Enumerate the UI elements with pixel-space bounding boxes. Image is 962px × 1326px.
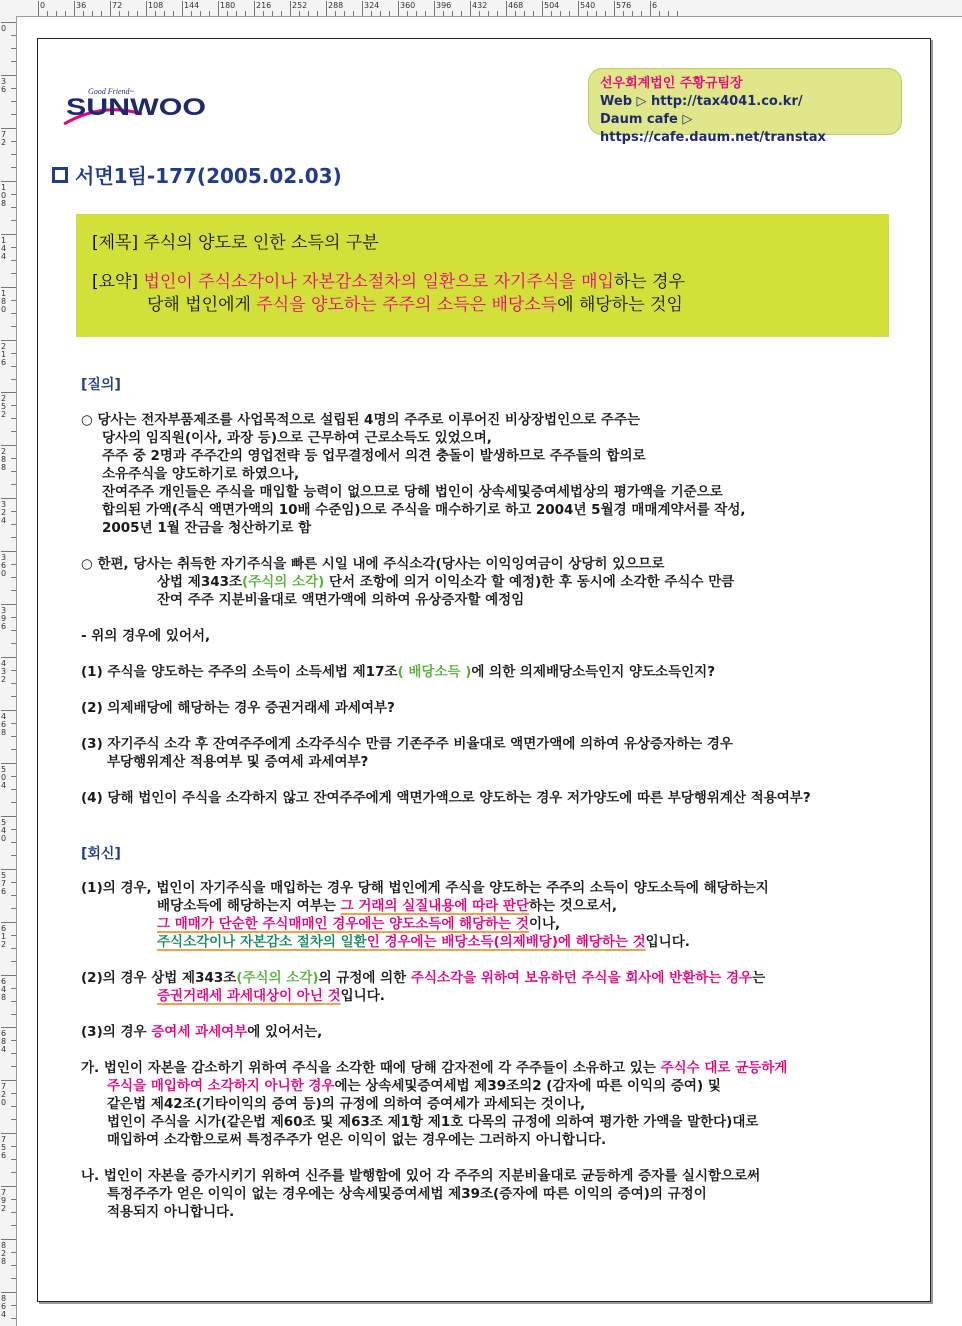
ruler-minor-tick (605, 11, 606, 16)
ruler-minor-tick (11, 405, 16, 406)
ruler-major-tick (326, 1, 327, 16)
ruler-minor-tick (11, 48, 16, 49)
ruler-label: 288 (1, 447, 7, 473)
question-item-2: (2) 의제배당에 해당하는 경우 증권거래세 과세여부? (81, 700, 395, 716)
ruler-major-tick (1, 1080, 16, 1081)
ruler-minor-tick (11, 1146, 16, 1147)
ruler-minor-tick (11, 1278, 16, 1279)
ruler-minor-tick (11, 366, 16, 367)
ruler-major-tick (182, 1, 183, 16)
ruler-label: 36 (76, 1, 87, 10)
ruler-minor-tick (677, 11, 678, 16)
ruler-minor-tick (281, 11, 282, 16)
ruler-minor-tick (11, 1305, 16, 1306)
summary-line-1: [요약] 법인이 주식소각이나 자본감소절차의 일환으로 자기주식을 매입하는 경우 (92, 272, 686, 292)
ruler-minor-tick (11, 537, 16, 538)
ruler-major-tick (254, 1, 255, 16)
ruler-minor-tick (596, 11, 597, 16)
ruler-label: 108 (148, 1, 164, 10)
ruler-minor-tick (371, 11, 372, 16)
ruler-label: 0 (1, 24, 7, 33)
ruler-label: 684 (1, 1029, 7, 1055)
ruler-minor-tick (632, 11, 633, 16)
ruler-major-tick (1, 975, 16, 976)
ruler-label: 432 (472, 1, 488, 10)
ruler-minor-tick (11, 882, 16, 883)
ruler-minor-tick (11, 776, 16, 777)
ruler-minor-tick (11, 736, 16, 737)
ruler-label: 72 (1, 129, 7, 147)
question-item-3: (3) 자기주식 소각 후 잔여주주에게 소각주식수 만큼 기존주주 비율대로 액면가액에 의하여 유상증자하는 경우 부당행위계산 적용여부 및 증여세 과세여부? (81, 736, 733, 770)
ruler-minor-tick (416, 11, 417, 16)
ruler-label: 0 (40, 1, 46, 10)
ruler-minor-tick (11, 961, 16, 962)
ruler-minor-tick (497, 11, 498, 16)
contact-org: 선우회계법인 주황규팀장 (600, 76, 743, 91)
ruler-label: 180 (1, 288, 7, 314)
answer-item-2: (2)의 경우 상법 제343조(주식의 소각)의 규정에 의한 주식소각을 위하여 보유하던 주식을 회사에 반환하는 경우는 증권거래세 과세대상이 아닌 것입니다. (81, 970, 766, 1004)
logo-tagline: Good Friend~ (88, 87, 134, 96)
ruler-major-tick (1, 498, 16, 499)
ruler-minor-tick (11, 1106, 16, 1107)
ruler-minor-tick (515, 11, 516, 16)
ruler-major-tick (1, 1133, 16, 1134)
ruler-minor-tick (11, 326, 16, 327)
ruler-major-tick (1, 869, 16, 870)
ruler-minor-tick (173, 11, 174, 16)
ruler-label: 252 (292, 1, 308, 10)
ruler-major-tick (1, 604, 16, 605)
summary-box (76, 214, 889, 337)
ruler-minor-tick (11, 1212, 16, 1213)
ruler-minor-tick (11, 908, 16, 909)
ruler-minor-tick (11, 696, 16, 697)
ruler-major-tick (470, 1, 471, 16)
ruler-major-tick (1, 1239, 16, 1240)
summary-line-2: 당해 법인에게 주식을 양도하는 주주의 소득은 배당소득에 해당하는 것임 (147, 295, 683, 315)
ruler-major-tick (146, 1, 147, 16)
question-heading: [질의] (81, 377, 121, 393)
ruler-minor-tick (659, 11, 660, 16)
ruler-label: 360 (400, 1, 416, 10)
ruler-minor-tick (11, 1199, 16, 1200)
ruler-minor-tick (56, 11, 57, 16)
ruler-minor-tick (11, 1172, 16, 1173)
ruler-minor-tick (344, 11, 345, 16)
ruler-minor-tick (380, 11, 381, 16)
ruler-minor-tick (11, 1066, 16, 1067)
ruler-minor-tick (245, 11, 246, 16)
ruler-minor-tick (11, 154, 16, 155)
ruler-label: 72 (112, 1, 123, 10)
ruler-minor-tick (11, 590, 16, 591)
question-lead: - 위의 경우에 있어서, (81, 628, 211, 644)
ruler-label: 576 (616, 1, 632, 10)
ruler-minor-tick (11, 484, 16, 485)
ruler-major-tick (1, 22, 16, 23)
ruler-minor-tick (11, 643, 16, 644)
answer-item-3: (3)의 경우 증여세 과세여부에 있어서는, (81, 1024, 323, 1040)
ruler-minor-tick (11, 114, 16, 115)
ruler-minor-tick (11, 577, 16, 578)
ruler-minor-tick (155, 11, 156, 16)
ruler-minor-tick (11, 617, 16, 618)
ruler-major-tick (1, 816, 16, 817)
ruler-major-tick (218, 1, 219, 16)
ruler-minor-tick (11, 220, 16, 221)
answer-item-1: (1)의 경우, 법인이 자기주식을 매입하는 경우 당해 법인에게 주식을 양도하는 주주의 소득이 양도소득에 해당하는지 배당소득에 해당하는지 여부는 그 거래의 실질내용에 따라 판단하는 것으로서, 그 매매가 단순한 주식매매인 경우에는 양도소득에 해당하는 것이나, 주식소각이나 자본감소 절차의 일환인 경우에는 배당소득(의제배당)에 해당하는 것입니다. (81, 880, 769, 950)
ruler-minor-tick (11, 511, 16, 512)
ruler-minor-tick (11, 749, 16, 750)
ruler-label: 396 (436, 1, 452, 10)
ruler-label: 648 (1, 976, 7, 1002)
ruler-major-tick (1, 922, 16, 923)
question-paragraph-2: ○ 한편, 당사는 취득한 자기주식을 빠른 시일 내에 주식소각(당사는 이익잉여금이 상당히 있으므로 상법 제343조(주식의 소각) 단서 조항에 의거 이익소각 할 예정)한 후 동시에 소각한 주식수 만큼 잔여 주주 지분비율대로 액면가액에 의하여 유상증자할 예정임 (81, 556, 735, 608)
document-title (52, 160, 342, 189)
ruler-minor-tick (11, 379, 16, 380)
ruler-minor-tick (11, 723, 16, 724)
ruler-minor-tick (11, 842, 16, 843)
ruler-minor-tick (11, 458, 16, 459)
ruler-minor-tick (299, 11, 300, 16)
ruler-major-tick (1, 287, 16, 288)
ruler-minor-tick (11, 630, 16, 631)
ruler-minor-tick (11, 683, 16, 684)
square-bullet-icon (52, 167, 68, 183)
ruler-minor-tick (668, 11, 669, 16)
ruler-minor-tick (191, 11, 192, 16)
ruler-minor-tick (11, 948, 16, 949)
ruler-major-tick (398, 1, 399, 16)
contact-cafe-link[interactable]: Daum cafe ▷ https://cafe.daum.net/transtax (600, 112, 826, 145)
ruler-major-tick (74, 1, 75, 16)
horizontal-ruler (0, 0, 962, 17)
ruler-label: 324 (364, 1, 380, 10)
ruler-minor-tick (11, 1053, 16, 1054)
ruler-major-tick (38, 1, 39, 16)
ruler-minor-tick (11, 1159, 16, 1160)
ruler-major-tick (362, 1, 363, 16)
ruler-label: 540 (580, 1, 596, 10)
ruler-major-tick (1, 340, 16, 341)
ruler-minor-tick (200, 11, 201, 16)
ruler-minor-tick (11, 273, 16, 274)
ruler-minor-tick (11, 1040, 16, 1041)
ruler-label: 828 (1, 1241, 7, 1267)
ruler-minor-tick (317, 11, 318, 16)
ruler-minor-tick (569, 11, 570, 16)
ruler-major-tick (1, 710, 16, 711)
ruler-label: 576 (1, 870, 7, 896)
ruler-minor-tick (11, 418, 16, 419)
ruler-minor-tick (461, 11, 462, 16)
ruler-minor-tick (524, 11, 525, 16)
ruler-major-tick (1, 234, 16, 235)
ruler-label: 468 (1, 711, 7, 737)
ruler-major-tick (1, 551, 16, 552)
document-title-text: 서면1팀-177(2005.02.03) (75, 164, 342, 188)
ruler-minor-tick (11, 1252, 16, 1253)
ruler-minor-tick (623, 11, 624, 16)
ruler-label: 504 (1, 764, 7, 790)
ruler-minor-tick (11, 935, 16, 936)
ruler-minor-tick (119, 11, 120, 16)
ruler-major-tick (650, 1, 651, 16)
ruler-minor-tick (11, 101, 16, 102)
ruler-label: 432 (1, 659, 7, 685)
ruler-minor-tick (65, 11, 66, 16)
ruler-label: 216 (1, 341, 7, 367)
ruler-minor-tick (11, 88, 16, 89)
ruler-label: 216 (256, 1, 272, 10)
ruler-minor-tick (236, 11, 237, 16)
ruler-minor-tick (11, 1225, 16, 1226)
ruler-label: 540 (1, 817, 7, 843)
ruler-minor-tick (389, 11, 390, 16)
ruler-minor-tick (11, 1014, 16, 1015)
ruler-minor-tick (11, 1318, 16, 1319)
ruler-major-tick (110, 1, 111, 16)
ruler-minor-tick (11, 194, 16, 195)
ruler-major-tick (1, 445, 16, 446)
ruler-label: 792 (1, 1188, 7, 1214)
ruler-minor-tick (11, 247, 16, 248)
ruler-minor-tick (11, 670, 16, 671)
ruler-label: 864 (1, 1294, 7, 1320)
ruler-minor-tick (11, 141, 16, 142)
ruler-major-tick (614, 1, 615, 16)
ruler-major-tick (1, 75, 16, 76)
ruler-label: 180 (220, 1, 236, 10)
ruler-minor-tick (452, 11, 453, 16)
ruler-major-tick (1, 1292, 16, 1293)
ruler-label: 252 (1, 394, 7, 420)
ruler-minor-tick (11, 789, 16, 790)
ruler-minor-tick (11, 167, 16, 168)
ruler-label: 360 (1, 553, 7, 579)
ruler-minor-tick (335, 11, 336, 16)
ruler-minor-tick (11, 61, 16, 62)
ruler-minor-tick (209, 11, 210, 16)
ruler-label: 468 (508, 1, 524, 10)
ruler-minor-tick (551, 11, 552, 16)
summary-subject: [제목] 주식의 양도로 인한 소득의 구분 (92, 233, 379, 253)
ruler-major-tick (1, 1186, 16, 1187)
ruler-minor-tick (92, 11, 93, 16)
ruler-minor-tick (11, 313, 16, 314)
ruler-minor-tick (641, 11, 642, 16)
ruler-minor-tick (11, 1265, 16, 1266)
ruler-label: 612 (1, 923, 7, 949)
ruler-minor-tick (227, 11, 228, 16)
ruler-major-tick (434, 1, 435, 16)
ruler-major-tick (506, 1, 507, 16)
ruler-minor-tick (11, 1001, 16, 1002)
logo-wordmark: SUNWOO (66, 94, 206, 121)
vertical-ruler (0, 16, 17, 1326)
ruler-minor-tick (137, 11, 138, 16)
ruler-minor-tick (272, 11, 273, 16)
question-item-4: (4) 당해 법인이 주식을 소각하지 않고 잔여주주에게 액면가액으로 양도하는 경우 저가양도에 따른 부당행위계산 적용여부? (81, 790, 811, 806)
ruler-minor-tick (11, 431, 16, 432)
ruler-minor-tick (11, 564, 16, 565)
ruler-minor-tick (308, 11, 309, 16)
ruler-minor-tick (11, 1093, 16, 1094)
ruler-label: 288 (328, 1, 344, 10)
contact-web-link[interactable]: Web ▷ http://tax4041.co.kr/ (600, 94, 803, 109)
ruler-minor-tick (479, 11, 480, 16)
ruler-minor-tick (11, 260, 16, 261)
ruler-minor-tick (164, 11, 165, 16)
ruler-minor-tick (11, 353, 16, 354)
contact-box (588, 68, 902, 145)
ruler-minor-tick (533, 11, 534, 16)
ruler-minor-tick (83, 11, 84, 16)
ruler-label: 756 (1, 1135, 7, 1161)
ruler-major-tick (1, 657, 16, 658)
ruler-minor-tick (11, 988, 16, 989)
ruler-minor-tick (11, 895, 16, 896)
ruler-major-tick (578, 1, 579, 16)
ruler-minor-tick (47, 11, 48, 16)
ruler-minor-tick (425, 11, 426, 16)
ruler-minor-tick (353, 11, 354, 16)
ruler-major-tick (1, 128, 16, 129)
ruler-minor-tick (11, 829, 16, 830)
ruler-minor-tick (11, 207, 16, 208)
ruler-minor-tick (128, 11, 129, 16)
question-paragraph-1: ○ 당사는 전자부품제조를 사업목적으로 설립된 4명의 주주로 이루어진 비상장법인으로 주주는 당사의 임직원(이사, 과장 등)으로 근무하여 근로소득도 있었으며, 주주 중 2명과 주주간의 영업전략 등 업무결정에서 의견 충돌이 발생하므로 주주들의 합의로 소유주식을 양도하기로 하였으나, 잔여주주 개인들은 주식을 매입할 능력이 없으므로 당해 법인이 상속세및증여세법상의 평가액을 기준으로 합의된 가액(주식 액면가액의 10배 수준임)으로 주식을 매수하기로 하고 2004년 5월경 매매계약서를 작성, 2005년 1월 잔금을 청산하기로 함 (81, 412, 746, 536)
question-item-1: (1) 주식을 양도하는 주주의 소득이 소득세법 제17조( 배당소득 )에 의한 의제배당소득인지 양도소득인지? (81, 664, 716, 680)
sunwoo-logo (62, 82, 212, 128)
ruler-minor-tick (587, 11, 588, 16)
ruler-minor-tick (263, 11, 264, 16)
ruler-label: 324 (1, 500, 7, 526)
ruler-minor-tick (11, 35, 16, 36)
ruler-label: 144 (184, 1, 200, 10)
answer-heading: [회신] (81, 846, 121, 862)
ruler-minor-tick (11, 524, 16, 525)
ruler-label: 6 (652, 1, 658, 10)
ruler-major-tick (1, 181, 16, 182)
ruler-minor-tick (101, 11, 102, 16)
ruler-minor-tick (488, 11, 489, 16)
ruler-major-tick (1, 763, 16, 764)
ruler-minor-tick (407, 11, 408, 16)
ruler-major-tick (1, 392, 16, 393)
ruler-minor-tick (11, 802, 16, 803)
ruler-label: 108 (1, 182, 7, 208)
ruler-minor-tick (11, 471, 16, 472)
ruler-minor-tick (11, 300, 16, 301)
ruler-label: 36 (1, 76, 7, 94)
ruler-label: 720 (1, 1082, 7, 1108)
ruler-minor-tick (443, 11, 444, 16)
ruler-label: 396 (1, 606, 7, 632)
ruler-label: 504 (544, 1, 560, 10)
ruler-major-tick (1, 1027, 16, 1028)
ruler-minor-tick (560, 11, 561, 16)
answer-item-na: 나. 법인이 자본을 증가시키기 위하여 신주를 발행함에 있어 각 주주의 지분비율대로 균등하게 증자를 실시함으로써 특정주주가 얻은 이익이 없는 경우에는 상속세및증여세법 제39조(증자에 따른 이익의 증여)의 규정이 적용되지 아니합니다. (81, 1168, 761, 1220)
answer-item-ga: 가. 법인이 자본을 감소하기 위하여 주식을 소각한 때에 당해 감자전에 각 주주들이 소유하고 있는 주식수 대로 균등하게 주식을 매입하여 소각하지 아니한 경우에는 상속세및증여세법 제39조의2 (감자에 따른 이익의 증여) 및 같은법 제42조(기타이익의 증여 등)의 규정에 의하여 증여세가 과세되는 것이나, 법인이 주식을 시가(같은법 제60조 및 제63조 제1항 제1호 다목의 규정에 의하여 평가한 가액을 말한다)대로 매입하여 소각함으로써 특정주주가 얻은 이익이 없는 경우에는 그러하지 아니합니다. (81, 1060, 788, 1148)
ruler-label: 144 (1, 235, 7, 261)
ruler-minor-tick (11, 1119, 16, 1120)
ruler-major-tick (290, 1, 291, 16)
ruler-major-tick (542, 1, 543, 16)
ruler-minor-tick (11, 855, 16, 856)
